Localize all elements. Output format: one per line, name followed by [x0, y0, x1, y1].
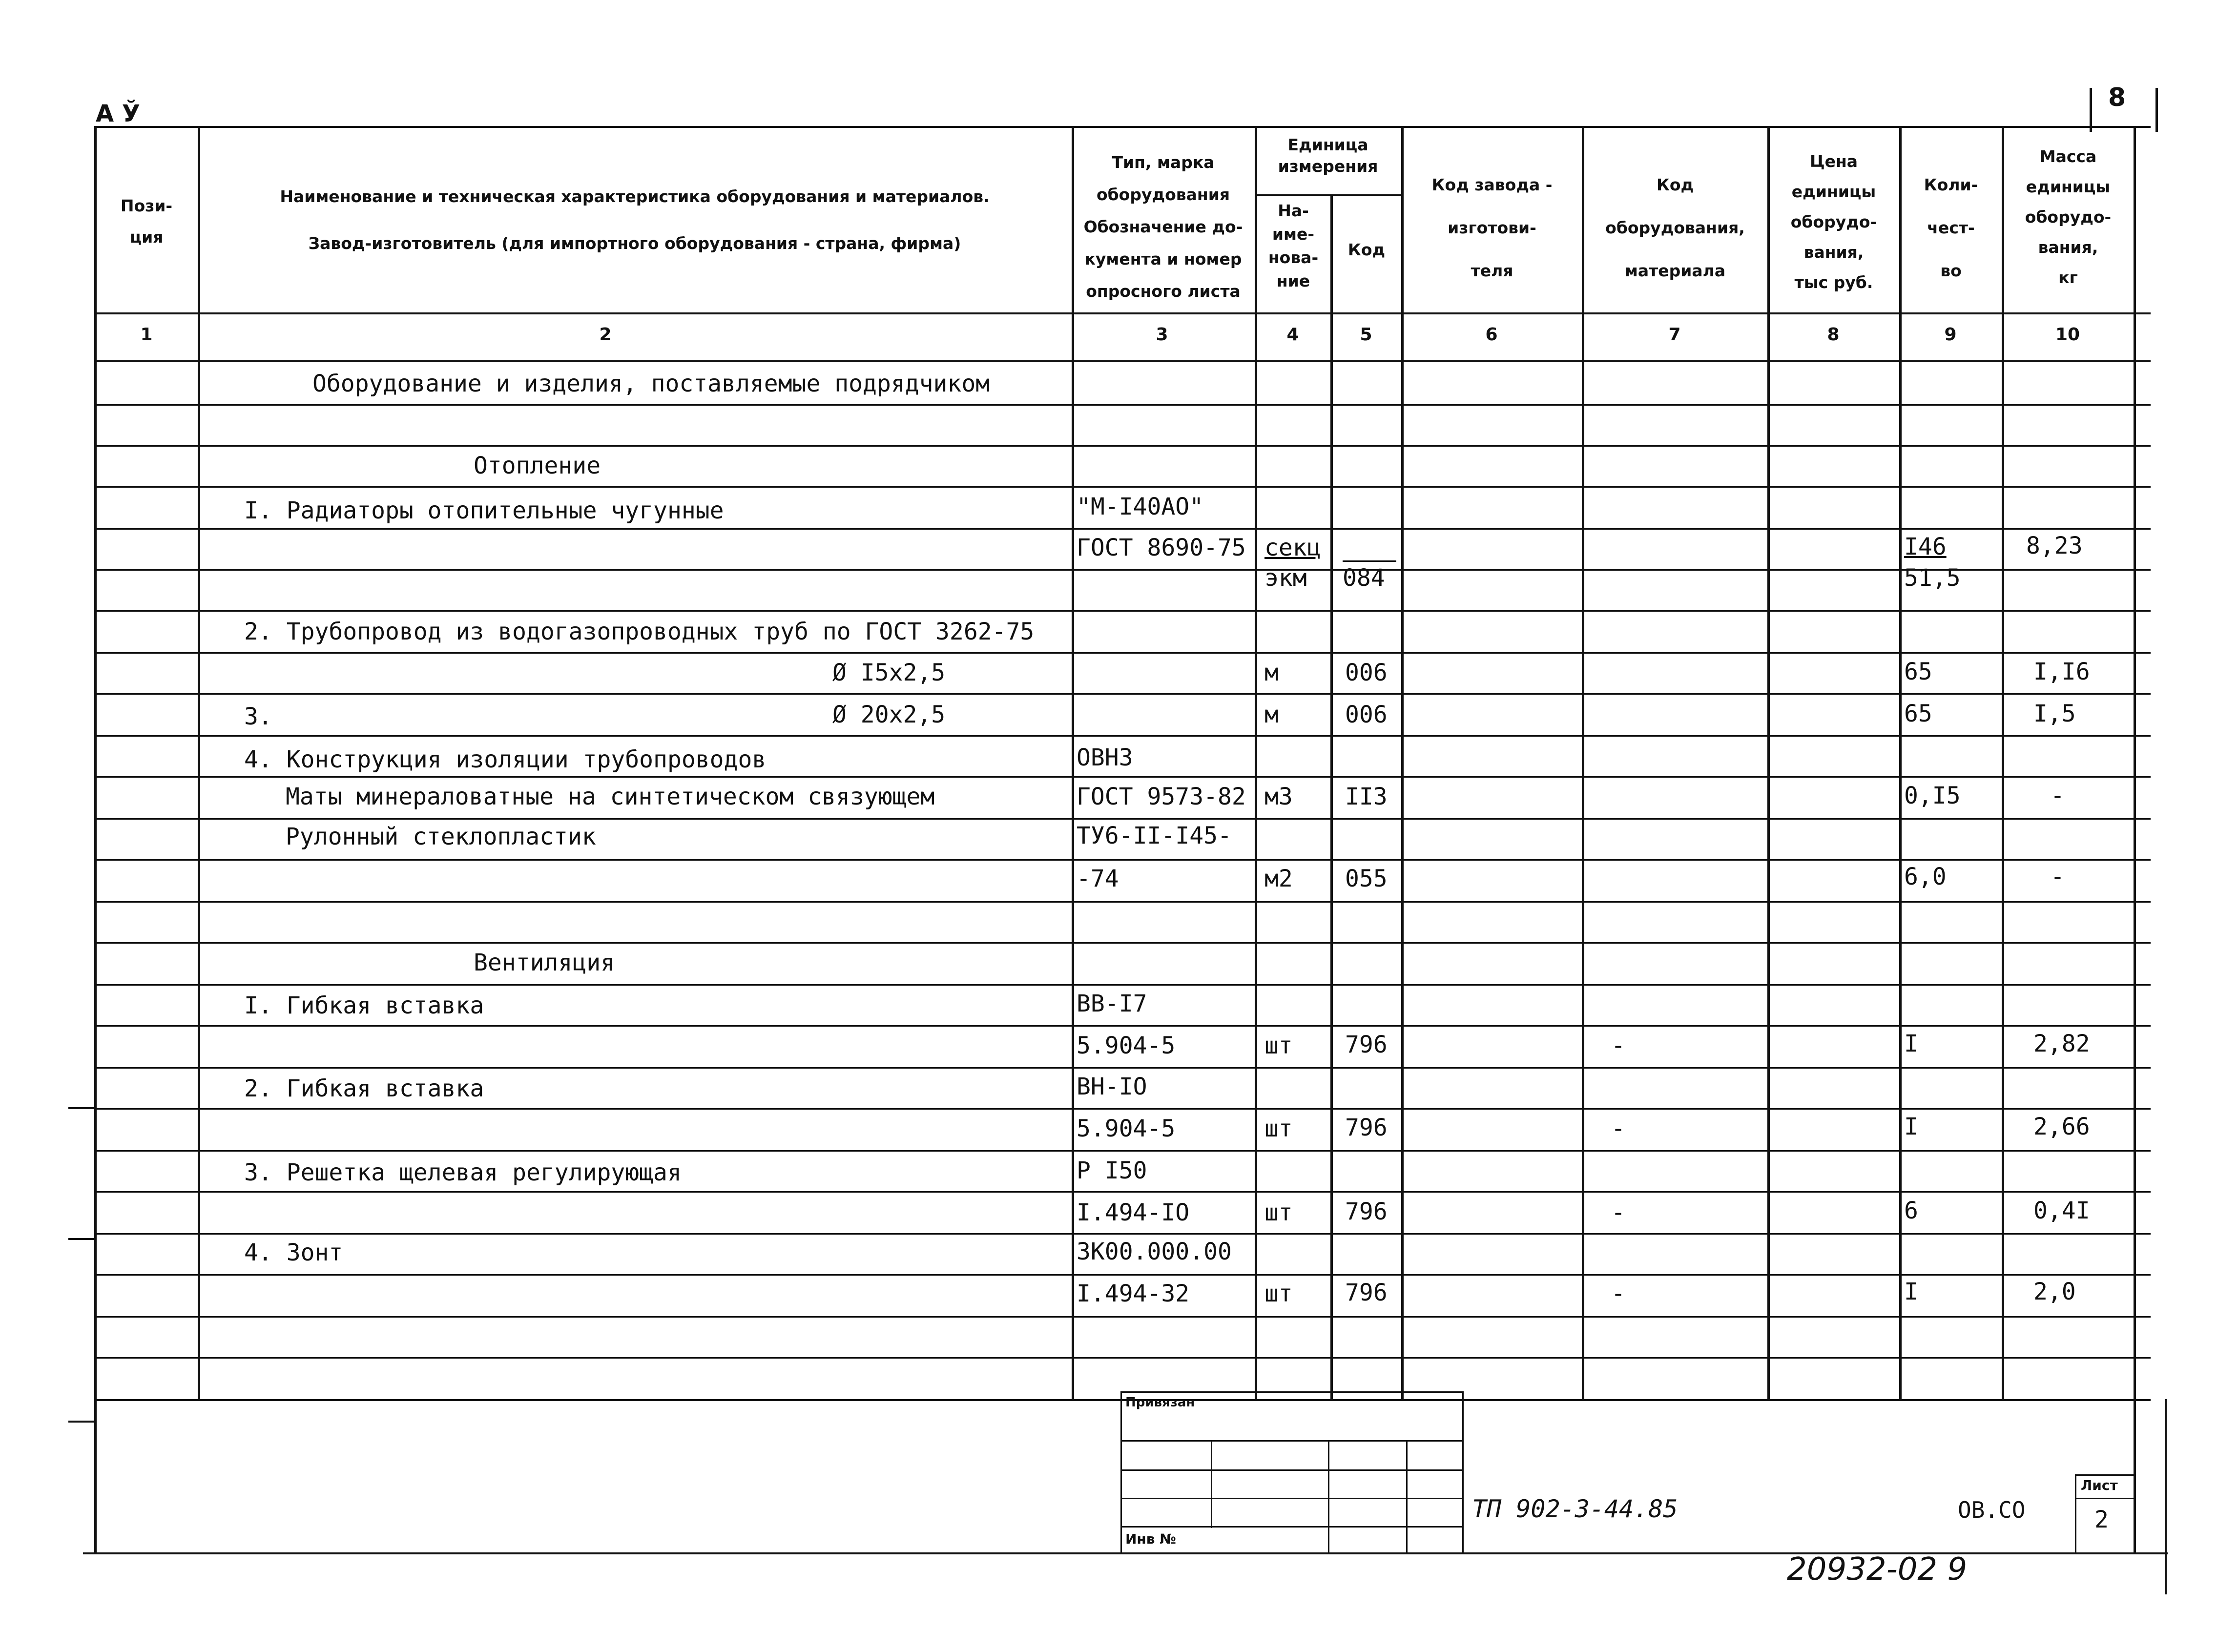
- table-row-name: Маты минераловатные на синтетическом связующем: [286, 783, 935, 810]
- table-row-type: I.494-32: [1077, 1280, 1190, 1307]
- table-row-unit: шт: [1264, 1115, 1293, 1142]
- table-row-mass: 2,0: [2033, 1278, 2076, 1305]
- table-row-qty: I: [1904, 1113, 1918, 1140]
- right-edge-line: [2165, 1399, 2167, 1594]
- table-row-mass: I,I6: [2033, 658, 2090, 685]
- header-quantity: Коли- чест- во: [1924, 175, 1978, 280]
- column-number: 5: [1360, 325, 1372, 345]
- table-row-qty: 6,0: [1904, 863, 1947, 890]
- table-row-code: 055: [1345, 865, 1388, 892]
- table-row-code: 796: [1345, 1198, 1388, 1225]
- header-equipment-code: Код оборудования, материала: [1605, 175, 1745, 280]
- header-unit-code: Код: [1347, 240, 1386, 259]
- unit-code-dash: [1343, 560, 1396, 562]
- table-row-name: 3. Решетка щелевая регулирующая: [244, 1159, 682, 1186]
- table-row-qty: I: [1904, 1278, 1918, 1305]
- table-row-type: 5.904-5: [1077, 1115, 1176, 1142]
- table-row-type: 5.904-5: [1077, 1032, 1176, 1059]
- subsection-heating: Отопление: [474, 452, 601, 479]
- table-row-name: Рулонный стеклопластик: [286, 823, 596, 850]
- header-unit: Единица измерения: [1278, 135, 1378, 176]
- table-row-code: 796: [1345, 1031, 1388, 1058]
- table-row-code: 006: [1345, 701, 1388, 728]
- stamp-inventory: Инв №: [1125, 1531, 1176, 1547]
- table-row-type: ГОСТ 9573-82: [1077, 783, 1246, 810]
- table-row-type: ГОСТ 8690-75: [1077, 534, 1246, 561]
- table-row-equipment-code: -: [1611, 1280, 1625, 1307]
- header-price: Цена единицы оборудо- вания, тыс руб.: [1790, 152, 1877, 292]
- list-label: Лист: [2081, 1477, 2118, 1493]
- table-row-name: I. Гибкая вставка: [244, 992, 484, 1019]
- column-number: 10: [2055, 325, 2080, 345]
- table-row-unit: м2: [1264, 865, 1293, 892]
- table-row-mass: 2,82: [2033, 1030, 2090, 1057]
- table-row-unit: экм: [1264, 564, 1307, 592]
- document-mark: ОВ.СО: [1958, 1497, 2026, 1523]
- table-row-type: ВВ-I7: [1077, 990, 1147, 1017]
- column-number: 7: [1668, 325, 1681, 345]
- table-row-qty: 0,I5: [1904, 782, 1961, 809]
- table-row-type: Р I50: [1077, 1157, 1147, 1184]
- table-row-qty: 65: [1904, 700, 1932, 727]
- column-number: 8: [1827, 325, 1840, 345]
- table-row-name: 3.: [244, 703, 272, 730]
- header-type: Тип, марка оборудования Обозначение до- кумента и номер опросного листа: [1083, 153, 1243, 301]
- corner-mark: А Ў: [96, 100, 140, 127]
- table-row-qty: 65: [1904, 658, 1932, 685]
- table-row-mass: -: [2051, 863, 2065, 890]
- table-row-code: 006: [1345, 659, 1388, 686]
- header-unit-name: На- име- нова- ние: [1268, 201, 1319, 290]
- table-row-code: 796: [1345, 1279, 1388, 1306]
- table-row-equipment-code: -: [1611, 1199, 1625, 1226]
- table-row-unit: шт: [1264, 1280, 1293, 1307]
- table-row-equipment-code: -: [1611, 1115, 1625, 1142]
- table-row-qty: 51,5: [1904, 564, 1961, 592]
- subsection-ventilation: Вентиляция: [474, 949, 615, 976]
- project-code: ТП 902-3-44.85: [1472, 1495, 1678, 1523]
- table-row-name: 2. Трубопровод из водогазопроводных труб по ГОСТ 3262-75: [244, 618, 1035, 645]
- table-row-mass: -: [2051, 782, 2065, 809]
- table-row-mass: 2,66: [2033, 1113, 2090, 1140]
- table-row-qty: I46: [1904, 533, 1947, 560]
- table-row-type: ОВНЗ: [1077, 744, 1133, 771]
- table-row-name: 4. Зонт: [244, 1239, 343, 1266]
- table-row-mass: 0,4I: [2033, 1197, 2090, 1224]
- column-number: 3: [1156, 325, 1168, 345]
- margin-tick: [68, 1421, 95, 1423]
- table-row-unit: м: [1264, 659, 1279, 686]
- table-row-unit: секц: [1264, 534, 1321, 561]
- table-row-type: ТУ6-II-I45-: [1077, 822, 1232, 849]
- sheet-number-divider-right: [2155, 88, 2158, 132]
- section-title: Оборудование и изделия, поставляемые подрядчиком: [312, 370, 990, 397]
- stamp-privyazan: Привязан: [1125, 1395, 1195, 1410]
- table-row-qty: 6: [1904, 1197, 1918, 1224]
- column-number: 2: [599, 325, 612, 345]
- table-row-equipment-code: -: [1611, 1032, 1625, 1059]
- table-row-mass: I,5: [2033, 700, 2076, 727]
- table-row-type: ЗК00.000.00: [1077, 1238, 1232, 1265]
- table-row-code: II3: [1345, 783, 1388, 810]
- table-row-name: 4. Конструкция изоляции трубопроводов: [244, 746, 767, 773]
- header-factory-code: Код завода - изготови- теля: [1431, 175, 1553, 280]
- column-number: 6: [1485, 325, 1498, 345]
- column-number: 9: [1944, 325, 1957, 345]
- table-row-unit: шт: [1264, 1199, 1293, 1226]
- table-row-name: I. Радиаторы отопительные чугунные: [244, 497, 724, 524]
- table-row-name: 2. Гибкая вставка: [244, 1075, 484, 1102]
- sheet-number: 8: [2108, 83, 2126, 112]
- column-number: 4: [1286, 325, 1299, 345]
- header-mass: Масса единицы оборудо- вания, кг: [2025, 147, 2112, 287]
- table-row-qty: I: [1904, 1030, 1918, 1057]
- table-row-type: I.494-IO: [1077, 1199, 1190, 1226]
- header-position: Пози- ция: [120, 196, 173, 247]
- table-row-unit: шт: [1264, 1032, 1293, 1059]
- margin-tick: [68, 1238, 95, 1240]
- table-row-name: Ø 20x2,5: [832, 701, 946, 728]
- handwritten-number: 20932-02 9: [1787, 1551, 1968, 1588]
- table-row-code: 796: [1345, 1114, 1388, 1141]
- table-row-unit: м3: [1264, 783, 1293, 810]
- sheet-number-divider: [2090, 88, 2092, 132]
- table-row-type: -74: [1077, 865, 1119, 892]
- table-row-type: "М-I40АО": [1077, 493, 1204, 520]
- table-row-name: Ø I5x2,5: [832, 659, 946, 686]
- table-row-mass: 8,23: [2026, 532, 2083, 559]
- header-name: Наименование и техническая характеристика оборудования и материалов. Завод-изготовитель (для импортного оборудования - страна, фирма): [280, 187, 990, 253]
- table-row-unit: м: [1264, 701, 1279, 728]
- margin-tick: [68, 1107, 95, 1109]
- table-row-code: 084: [1343, 564, 1385, 592]
- table-row-type: ВН-IO: [1077, 1073, 1147, 1100]
- list-number: 2: [2094, 1506, 2109, 1533]
- column-number: 1: [140, 325, 153, 345]
